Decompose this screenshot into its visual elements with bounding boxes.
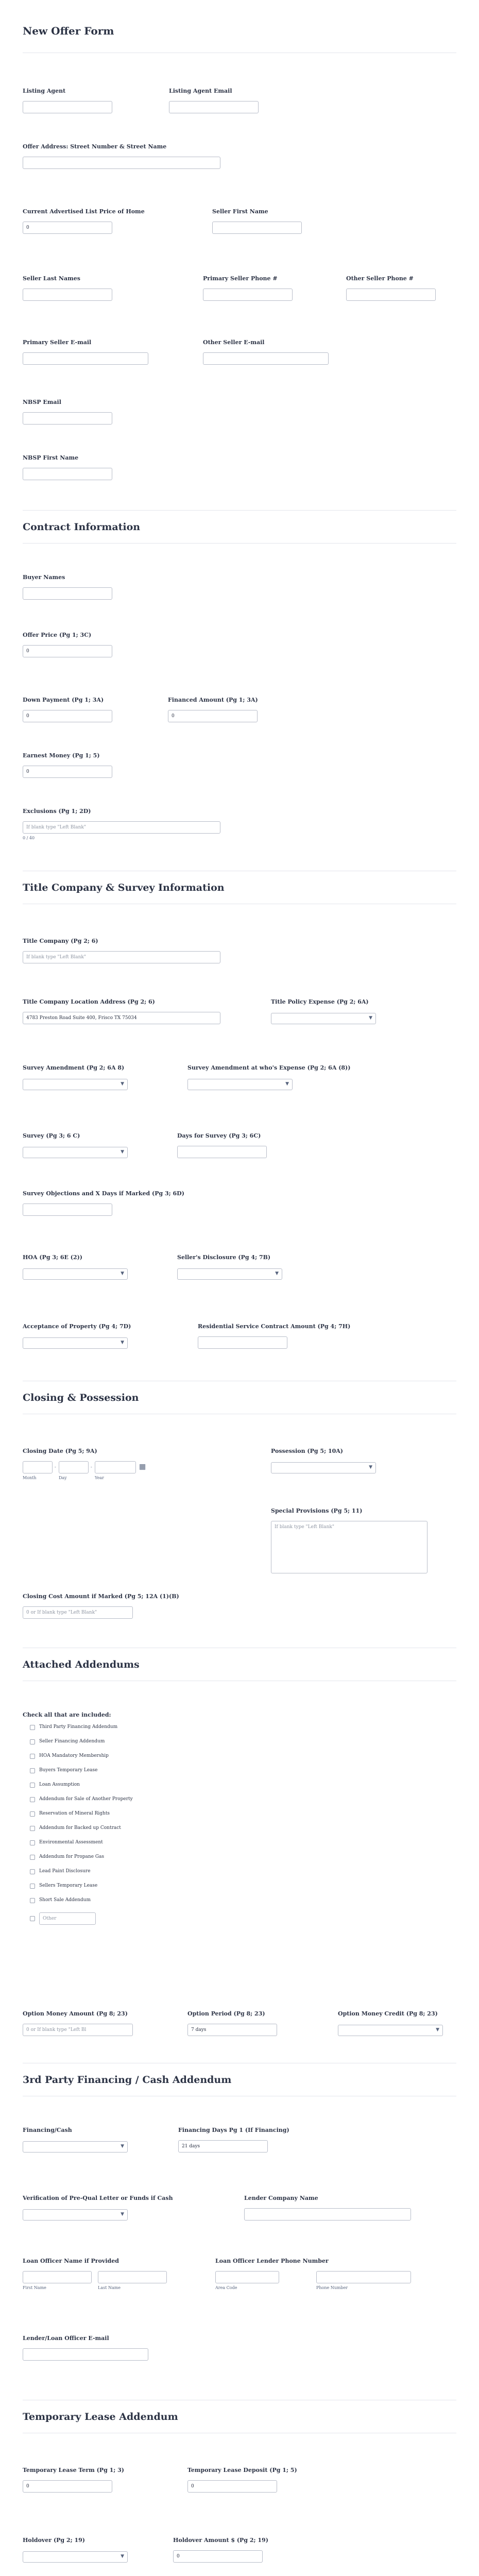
title-company-input[interactable]: If blank type "Left Blank" <box>23 951 220 963</box>
possession-label: Possession (Pg 5; 10A) <box>271 1448 344 1454</box>
addendum-checkbox-label: Environmental Assessment <box>39 1840 103 1845</box>
chevron-down-icon: ▼ <box>369 1015 372 1021</box>
other-seller-email-label: Other Seller E-mail <box>203 339 265 346</box>
offer-address-input[interactable] <box>23 157 220 169</box>
down-payment-input[interactable]: 0 <box>23 710 112 722</box>
listing-agent-label: Listing Agent <box>23 88 66 94</box>
title-location-input[interactable]: 4783 Preston Road Suite 400, Frisco TX 75034 <box>23 1012 220 1024</box>
nbsp-first-name-label: NBSP First Name <box>23 454 79 461</box>
chevron-down-icon: ▼ <box>121 2144 124 2149</box>
chevron-down-icon: ▼ <box>285 1081 289 1087</box>
addendum-checkbox-label: Third Party Financing Addendum <box>39 1724 118 1730</box>
special-provisions-label: Special Provisions (Pg 5; 11) <box>271 1507 363 1514</box>
other-seller-phone-input[interactable] <box>346 289 436 301</box>
days-for-survey-label: Days for Survey (Pg 3; 6C) <box>177 1132 261 1139</box>
option-period-input[interactable]: 7 days <box>187 2024 277 2036</box>
down-payment-label: Down Payment (Pg 1; 3A) <box>23 697 104 703</box>
list-price-input[interactable]: 0 <box>23 222 112 234</box>
option-credit-label: Option Money Credit (Pg 8; 23) <box>338 2010 438 2017</box>
lease-section-title: Temporary Lease Addendum <box>23 2411 178 2422</box>
survey-label: Survey (Pg 3; 6 C) <box>23 1132 80 1139</box>
listing-agent-email-label: Listing Agent Email <box>169 88 232 94</box>
primary-seller-email-input[interactable] <box>23 352 148 365</box>
buyer-names-input[interactable] <box>23 587 112 600</box>
phone-number-sublabel: Phone Number <box>316 2285 348 2290</box>
addendum-checkbox[interactable] <box>30 1783 35 1788</box>
addendums-section-title: Attached Addendums <box>23 1659 140 1670</box>
calendar-icon[interactable]: ▦ <box>139 1463 146 1471</box>
exclusions-label: Exclusions (Pg 1; 2D) <box>23 808 91 815</box>
chevron-down-icon: ▼ <box>121 1340 124 1345</box>
loan-officer-name-label: Loan Officer Name if Provided <box>23 2258 119 2264</box>
chevron-down-icon: ▼ <box>436 2027 439 2032</box>
offer-price-label: Offer Price (Pg 1; 3C) <box>23 632 92 638</box>
lender-email-label: Lender/Loan Officer E-mail <box>23 2335 109 2342</box>
survey-objections-input[interactable] <box>23 1204 112 1216</box>
seller-last-names-input[interactable] <box>23 289 112 301</box>
addendum-checkbox[interactable] <box>30 1840 35 1845</box>
holdover-label: Holdover (Pg 2; 19) <box>23 2537 85 2544</box>
primary-seller-email-label: Primary Seller E-mail <box>23 339 92 346</box>
financing-days-input[interactable]: 21 days <box>178 2140 268 2153</box>
lender-phone-label: Loan Officer Lender Phone Number <box>215 2258 329 2264</box>
chevron-down-icon: ▼ <box>121 1271 124 1276</box>
offer-address-label: Offer Address: Street Number & Street Name <box>23 143 167 150</box>
possession-select[interactable] <box>271 1462 376 1473</box>
lease-deposit-input[interactable]: 0 <box>187 2480 277 2493</box>
listing-agent-input[interactable] <box>23 101 112 113</box>
addendum-checkbox-label: Reservation of Mineral Rights <box>39 1811 110 1816</box>
addendum-checkbox[interactable] <box>30 1754 35 1759</box>
closing-month-input[interactable] <box>23 1461 53 1473</box>
verification-select[interactable] <box>23 2209 128 2221</box>
residential-service-input[interactable] <box>198 1336 287 1349</box>
addendum-checkbox[interactable] <box>30 1811 35 1817</box>
nbsp-email-input[interactable] <box>23 412 112 425</box>
financing-days-label: Financing Days Pg 1 (If Financing) <box>178 2127 289 2133</box>
addendum-checkbox[interactable] <box>30 1739 35 1744</box>
hoa-label: HOA (Pg 3; 6E (2)) <box>23 1254 83 1261</box>
area-code-sublabel: Area Code <box>215 2285 237 2290</box>
lender-company-input[interactable] <box>244 2208 411 2221</box>
addendum-checkbox[interactable] <box>30 1898 35 1903</box>
survey-amendment-select[interactable] <box>23 1079 128 1090</box>
days-for-survey-input[interactable] <box>177 1146 267 1158</box>
survey-amendment-label: Survey Amendment (Pg 2; 6A 8) <box>23 1064 125 1071</box>
addendum-checkbox-label: Buyers Temporary Lease <box>39 1768 98 1773</box>
date-separator: - <box>55 1465 56 1469</box>
lender-phone-number-input[interactable] <box>316 2271 411 2283</box>
addendum-checkbox[interactable] <box>30 1797 35 1802</box>
chevron-down-icon: ▼ <box>121 2212 124 2217</box>
closing-date-label: Closing Date (Pg 5; 9A) <box>23 1448 97 1454</box>
addendum-checkbox[interactable] <box>30 1855 35 1860</box>
divider <box>23 543 456 544</box>
primary-seller-phone-label: Primary Seller Phone # <box>203 275 278 282</box>
financed-amount-input[interactable]: 0 <box>168 710 258 722</box>
offer-price-input[interactable]: 0 <box>23 645 112 657</box>
survey-select[interactable] <box>23 1147 128 1158</box>
addendum-checkbox[interactable] <box>30 1869 35 1874</box>
month-sublabel: Month <box>23 1476 37 1480</box>
title-company-label: Title Company (Pg 2; 6) <box>23 938 98 944</box>
addendum-checkbox-label: Seller Financing Addendum <box>39 1739 105 1744</box>
listing-agent-email-input[interactable] <box>169 101 259 113</box>
addendum-checkbox-label: Addendum for Backed up Contract <box>39 1825 121 1831</box>
holdover-amount-input[interactable]: 0 <box>173 2550 263 2563</box>
nbsp-email-label: NBSP Email <box>23 399 61 405</box>
residential-service-label: Residential Service Contract Amount (Pg 4; 7H) <box>198 1323 351 1330</box>
addendum-checkbox-label: Sellers Temporary Lease <box>39 1883 98 1888</box>
option-period-label: Option Period (Pg 8; 23) <box>187 2010 265 2017</box>
title-company-section-title: Title Company & Survey Information <box>23 882 225 893</box>
sellers-disclosure-select[interactable] <box>177 1268 282 1280</box>
seller-first-name-label: Seller First Name <box>212 208 268 215</box>
lease-term-label: Temporary Lease Term (Pg 1; 3) <box>23 2467 124 2473</box>
addendum-checkbox[interactable] <box>30 1826 35 1831</box>
seller-first-name-input[interactable] <box>212 222 302 234</box>
earnest-money-label: Earnest Money (Pg 1; 5) <box>23 752 100 759</box>
lease-term-input[interactable]: 0 <box>23 2480 112 2493</box>
date-separator: - <box>91 1465 92 1469</box>
loan-officer-first-name-input[interactable] <box>23 2271 92 2283</box>
first-name-sublabel: First Name <box>23 2285 46 2290</box>
option-money-input[interactable]: 0 or If blank type "Left Bl <box>23 2024 133 2036</box>
hoa-select[interactable] <box>23 1268 128 1280</box>
financing-section-title: 3rd Party Financing / Cash Addendum <box>23 2074 232 2086</box>
chevron-down-icon: ▼ <box>121 2554 124 2559</box>
addendum-checkbox-label: Lead Paint Disclosure <box>39 1869 91 1874</box>
addendum-checkbox-label: Addendum for Propane Gas <box>39 1854 105 1859</box>
addendum-checkbox[interactable] <box>30 1725 35 1730</box>
nbsp-first-name-input[interactable] <box>23 468 112 480</box>
special-provisions-textarea[interactable]: If blank type "Left Blank" <box>271 1521 427 1573</box>
addendum-checkbox-label: Addendum for Sale of Another Property <box>39 1797 133 1802</box>
option-money-label: Option Money Amount (Pg 8; 23) <box>23 2010 128 2017</box>
chevron-down-icon: ▼ <box>121 1149 124 1155</box>
contract-section-title: Contract Information <box>23 521 141 533</box>
addendum-checkbox-label: Loan Assumption <box>39 1782 80 1787</box>
lease-deposit-label: Temporary Lease Deposit (Pg 1; 5) <box>187 2467 297 2473</box>
addendum-other-checkbox[interactable] <box>30 1916 35 1921</box>
form-title: New Offer Form <box>23 25 114 37</box>
addendums-prompt: Check all that are included: <box>23 1711 111 1718</box>
closing-cost-label: Closing Cost Amount if Marked (Pg 5; 12A (1)(B) <box>23 1593 179 1600</box>
financed-amount-label: Financed Amount (Pg 1; 3A) <box>168 697 258 703</box>
addendum-checkbox-label: HOA Mandatory Membership <box>39 1753 109 1758</box>
acceptance-select[interactable] <box>23 1337 128 1349</box>
title-policy-expense-label: Title Policy Expense (Pg 2; 6A) <box>271 998 369 1005</box>
financing-cash-label: Financing/Cash <box>23 2127 72 2133</box>
loan-officer-last-name-input[interactable] <box>98 2271 167 2283</box>
survey-amendment-expense-select[interactable] <box>187 1079 293 1090</box>
chevron-down-icon: ▼ <box>275 1271 279 1276</box>
list-price-label: Current Advertised List Price of Home <box>23 208 145 215</box>
last-name-sublabel: Last Name <box>98 2285 121 2290</box>
lender-email-input[interactable] <box>23 2348 148 2361</box>
financing-cash-select[interactable] <box>23 2141 128 2153</box>
verification-label: Verification of Pre-Qual Letter or Funds if Cash <box>23 2195 173 2201</box>
title-policy-expense-select[interactable] <box>271 1013 376 1024</box>
acceptance-label: Acceptance of Property (Pg 4; 7D) <box>23 1323 131 1330</box>
day-sublabel: Day <box>59 1476 67 1480</box>
buyer-names-label: Buyer Names <box>23 574 65 581</box>
survey-amendment-expense-label: Survey Amendment at who's Expense (Pg 2; 6A (8)) <box>187 1064 351 1071</box>
primary-seller-phone-input[interactable] <box>203 289 293 301</box>
other-seller-email-input[interactable] <box>203 352 329 365</box>
year-sublabel: Year <box>95 1476 104 1480</box>
closing-day-input[interactable] <box>59 1461 89 1473</box>
addendum-other-input[interactable]: Other <box>39 1912 96 1925</box>
lender-area-code-input[interactable] <box>215 2271 279 2283</box>
holdover-amount-label: Holdover Amount $ (Pg 2; 19) <box>173 2537 268 2544</box>
closing-section-title: Closing & Possession <box>23 1392 139 1403</box>
title-location-label: Title Company Location Address (Pg 2; 6) <box>23 998 155 1005</box>
sellers-disclosure-label: Seller's Disclosure (Pg 4; 7B) <box>177 1254 271 1261</box>
exclusions-counter: 0 / 40 <box>23 836 35 840</box>
survey-objections-label: Survey Objections and X Days if Marked (Pg 3; 6D) <box>23 1190 184 1197</box>
holdover-select[interactable] <box>23 2551 128 2563</box>
chevron-down-icon: ▼ <box>121 1081 124 1087</box>
option-credit-select[interactable] <box>338 2025 443 2036</box>
divider <box>23 510 456 511</box>
addendum-checkbox[interactable] <box>30 1884 35 1889</box>
other-seller-phone-label: Other Seller Phone # <box>346 275 414 282</box>
chevron-down-icon: ▼ <box>369 1465 372 1470</box>
addendum-checkbox-label: Short Sale Addendum <box>39 1897 91 1903</box>
seller-last-names-label: Seller Last Names <box>23 275 80 282</box>
closing-cost-input[interactable]: 0 or If blank type "Left Blank" <box>23 1606 133 1619</box>
earnest-money-input[interactable]: 0 <box>23 766 112 778</box>
lender-company-label: Lender Company Name <box>244 2195 318 2201</box>
exclusions-input[interactable]: If blank type "Left Blank" <box>23 821 220 834</box>
addendum-checkbox[interactable] <box>30 1768 35 1773</box>
closing-year-input[interactable] <box>95 1461 136 1473</box>
